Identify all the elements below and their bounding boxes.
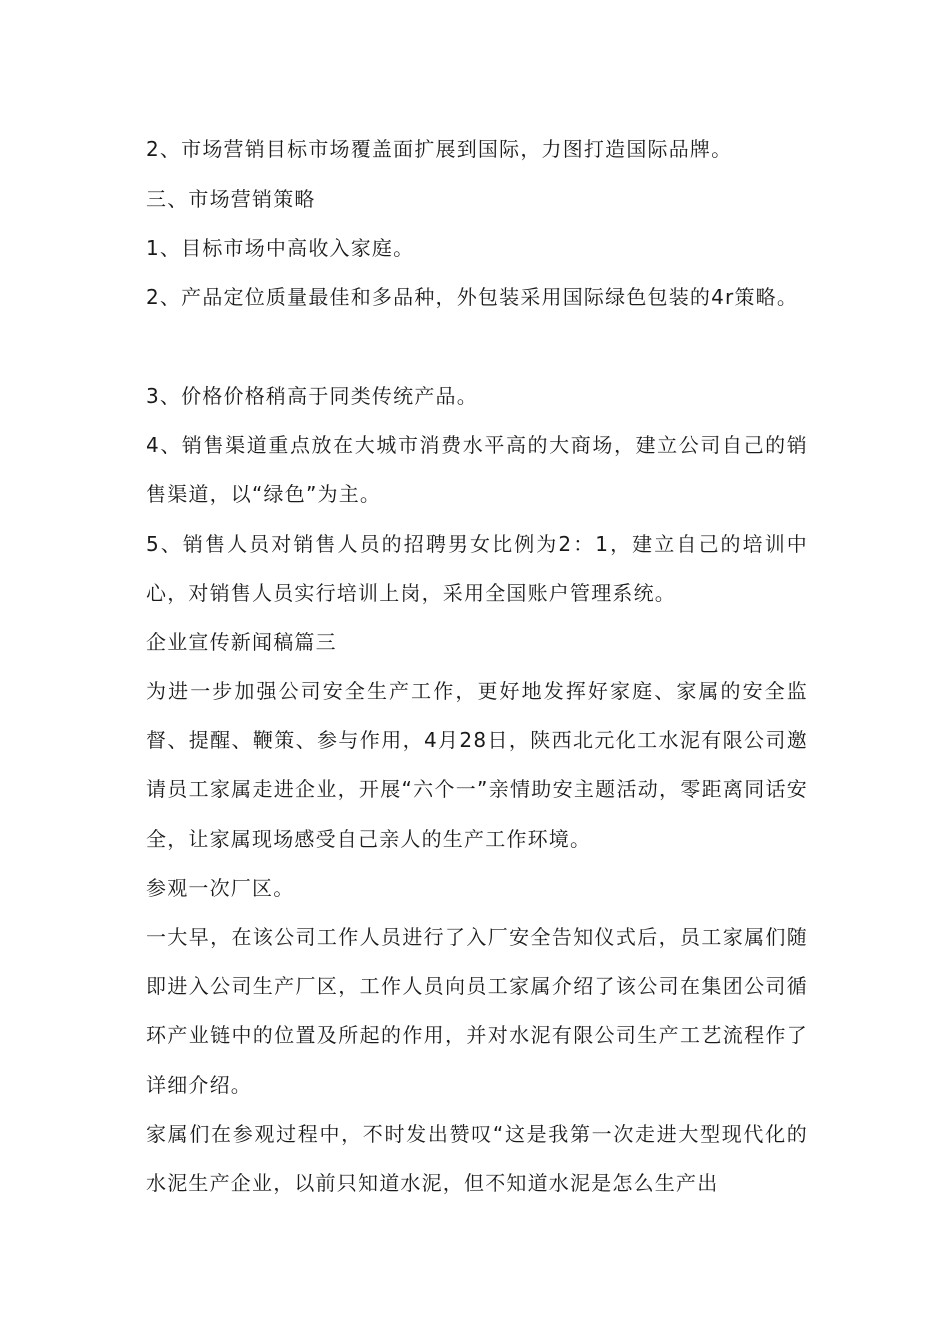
- paragraph-product-positioning: 2、产品定位质量最佳和多品种，外包装采用国际绿色包装的4r策略。: [146, 285, 799, 309]
- section-heading-marketing-strategy: 三、市场营销策略: [146, 187, 316, 211]
- paragraph-safety-activity: 为进一步加强公司安全生产工作，更好地发挥好家庭、家属的安全监督、提醒、鞭策、参与作用，4月28日，陕西北元化工水泥有限公司邀请员工家属走进企业，开展“六个一”亲情助安主题活动，零距离同话安全，让家属现场感受自己亲人的生产工作环境。: [146, 679, 808, 851]
- paragraph-target-market: 1、目标市场中高收入家庭。: [146, 236, 415, 260]
- paragraph-family-feedback: 家属们在参观过程中，不时发出赞叹“这是我第一次走进大型现代化的水泥生产企业，以前只知道水泥，但不知道水泥是怎么生产出: [146, 1122, 808, 1196]
- paragraph-visit-plant: 参观一次厂区。: [146, 876, 295, 900]
- paragraph-price: 3、价格价格稍高于同类传统产品。: [146, 384, 478, 408]
- paragraph-sales-staff: 5、销售人员对销售人员的招聘男女比例为2：1，建立自己的培训中心，对销售人员实行培训上岗，采用全国账户管理系统。: [146, 532, 808, 606]
- paragraph-1: 2、市场营销目标市场覆盖面扩展到国际，力图打造国际品牌。: [146, 137, 733, 161]
- section-heading-press-release-3: 企业宣传新闻稿篇三: [146, 630, 337, 654]
- paragraph-plant-tour: 一大早，在该公司工作人员进行了入厂安全告知仪式后，员工家属们随即进入公司生产厂区，工作人员向员工家属介绍了该公司在集团公司循环产业链中的位置及所起的作用，并对水泥有限公司生产工艺流程作了详细介绍。: [146, 925, 808, 1097]
- paragraph-sales-channel: 4、销售渠道重点放在大城市消费水平高的大商场，建立公司自己的销售渠道，以“绿色”为主。: [146, 433, 808, 507]
